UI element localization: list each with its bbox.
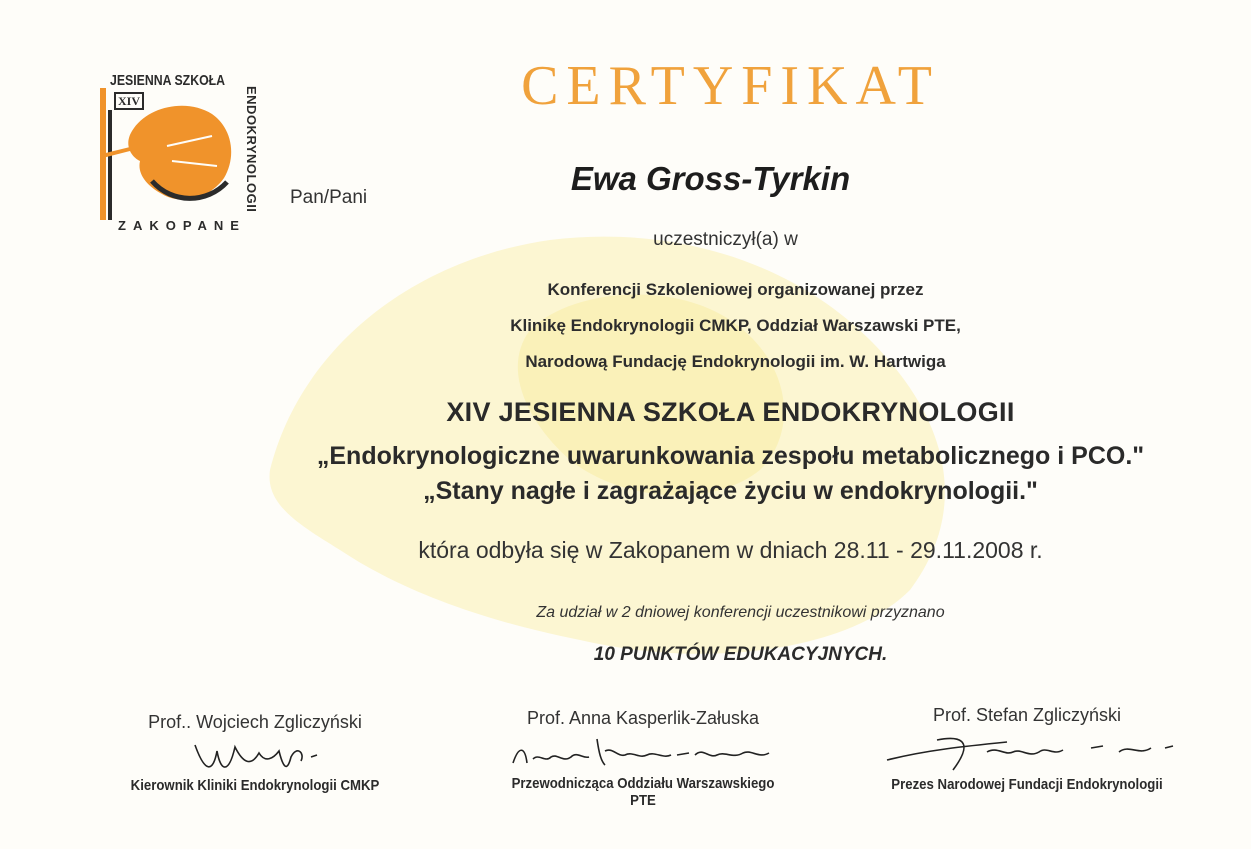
- handwritten-signature: [155, 733, 355, 777]
- conference-subtitle: „Stany nagłe i zagrażające życiu w endokrynologii.": [423, 477, 1038, 505]
- signatory-name: Prof.. Wojciech Zgliczyński: [148, 712, 362, 732]
- event-dates: która odbyła się w Zakopanem w dniach 28.11 - 29.11.2008 r.: [418, 537, 1043, 563]
- certificate-title: CERTYFIKAT: [521, 55, 940, 117]
- signature-block: [478, 708, 808, 809]
- school-title: XIV JESIENNA SZKOŁA ENDOKRYNOLOGII: [446, 397, 1015, 427]
- signatory-role: Prezes Narodowej Fundacji Endokrynologii: [891, 776, 1163, 793]
- conference-subtitle: „Endokrynologiczne uwarunkowania zespołu metabolicznego i PCO.": [316, 442, 1145, 470]
- logo-side-text: ENDOKRYNOLOGII: [244, 86, 259, 213]
- handwritten-signature: [493, 729, 793, 775]
- organizer-line: Konferencji Szkoleniowej organizowanej przez: [547, 280, 924, 299]
- logo-numeral: XIV: [114, 92, 144, 110]
- organizer-line: Klinikę Endokrynologii CMKP, Oddział Warszawski PTE,: [510, 316, 961, 335]
- handwritten-signature: [867, 726, 1187, 776]
- logo-bottom-text: ZAKOPANE: [118, 218, 246, 233]
- salutation: Pan/Pani: [290, 187, 368, 208]
- organizer-line: Narodową Fundację Endokrynologii im. W. Hartwiga: [525, 352, 946, 371]
- participated-text: uczestniczył(a) w: [653, 229, 798, 250]
- signatory-name: Prof. Anna Kasperlik-Załuska: [526, 708, 760, 728]
- signatory-role: Kierownik Kliniki Endokrynologii CMKP: [130, 777, 380, 794]
- signatory-role: Przewodnicząca Oddziału Warszawskiego PTE: [511, 775, 775, 809]
- signature-block: [90, 712, 420, 794]
- logo-top-text: JESIENNA SZKOŁA: [110, 72, 226, 89]
- education-points: 10 PUNKTÓW EDUKACYJNYCH.: [593, 644, 888, 665]
- award-text: Za udział w 2 dniowej konferencji uczestnikowi przyznano: [536, 604, 945, 621]
- participant-name: Ewa Gross-Tyrkin: [570, 160, 851, 197]
- signature-block: [862, 705, 1192, 793]
- signatory-name: Prof. Stefan Zgliczyński: [932, 705, 1122, 725]
